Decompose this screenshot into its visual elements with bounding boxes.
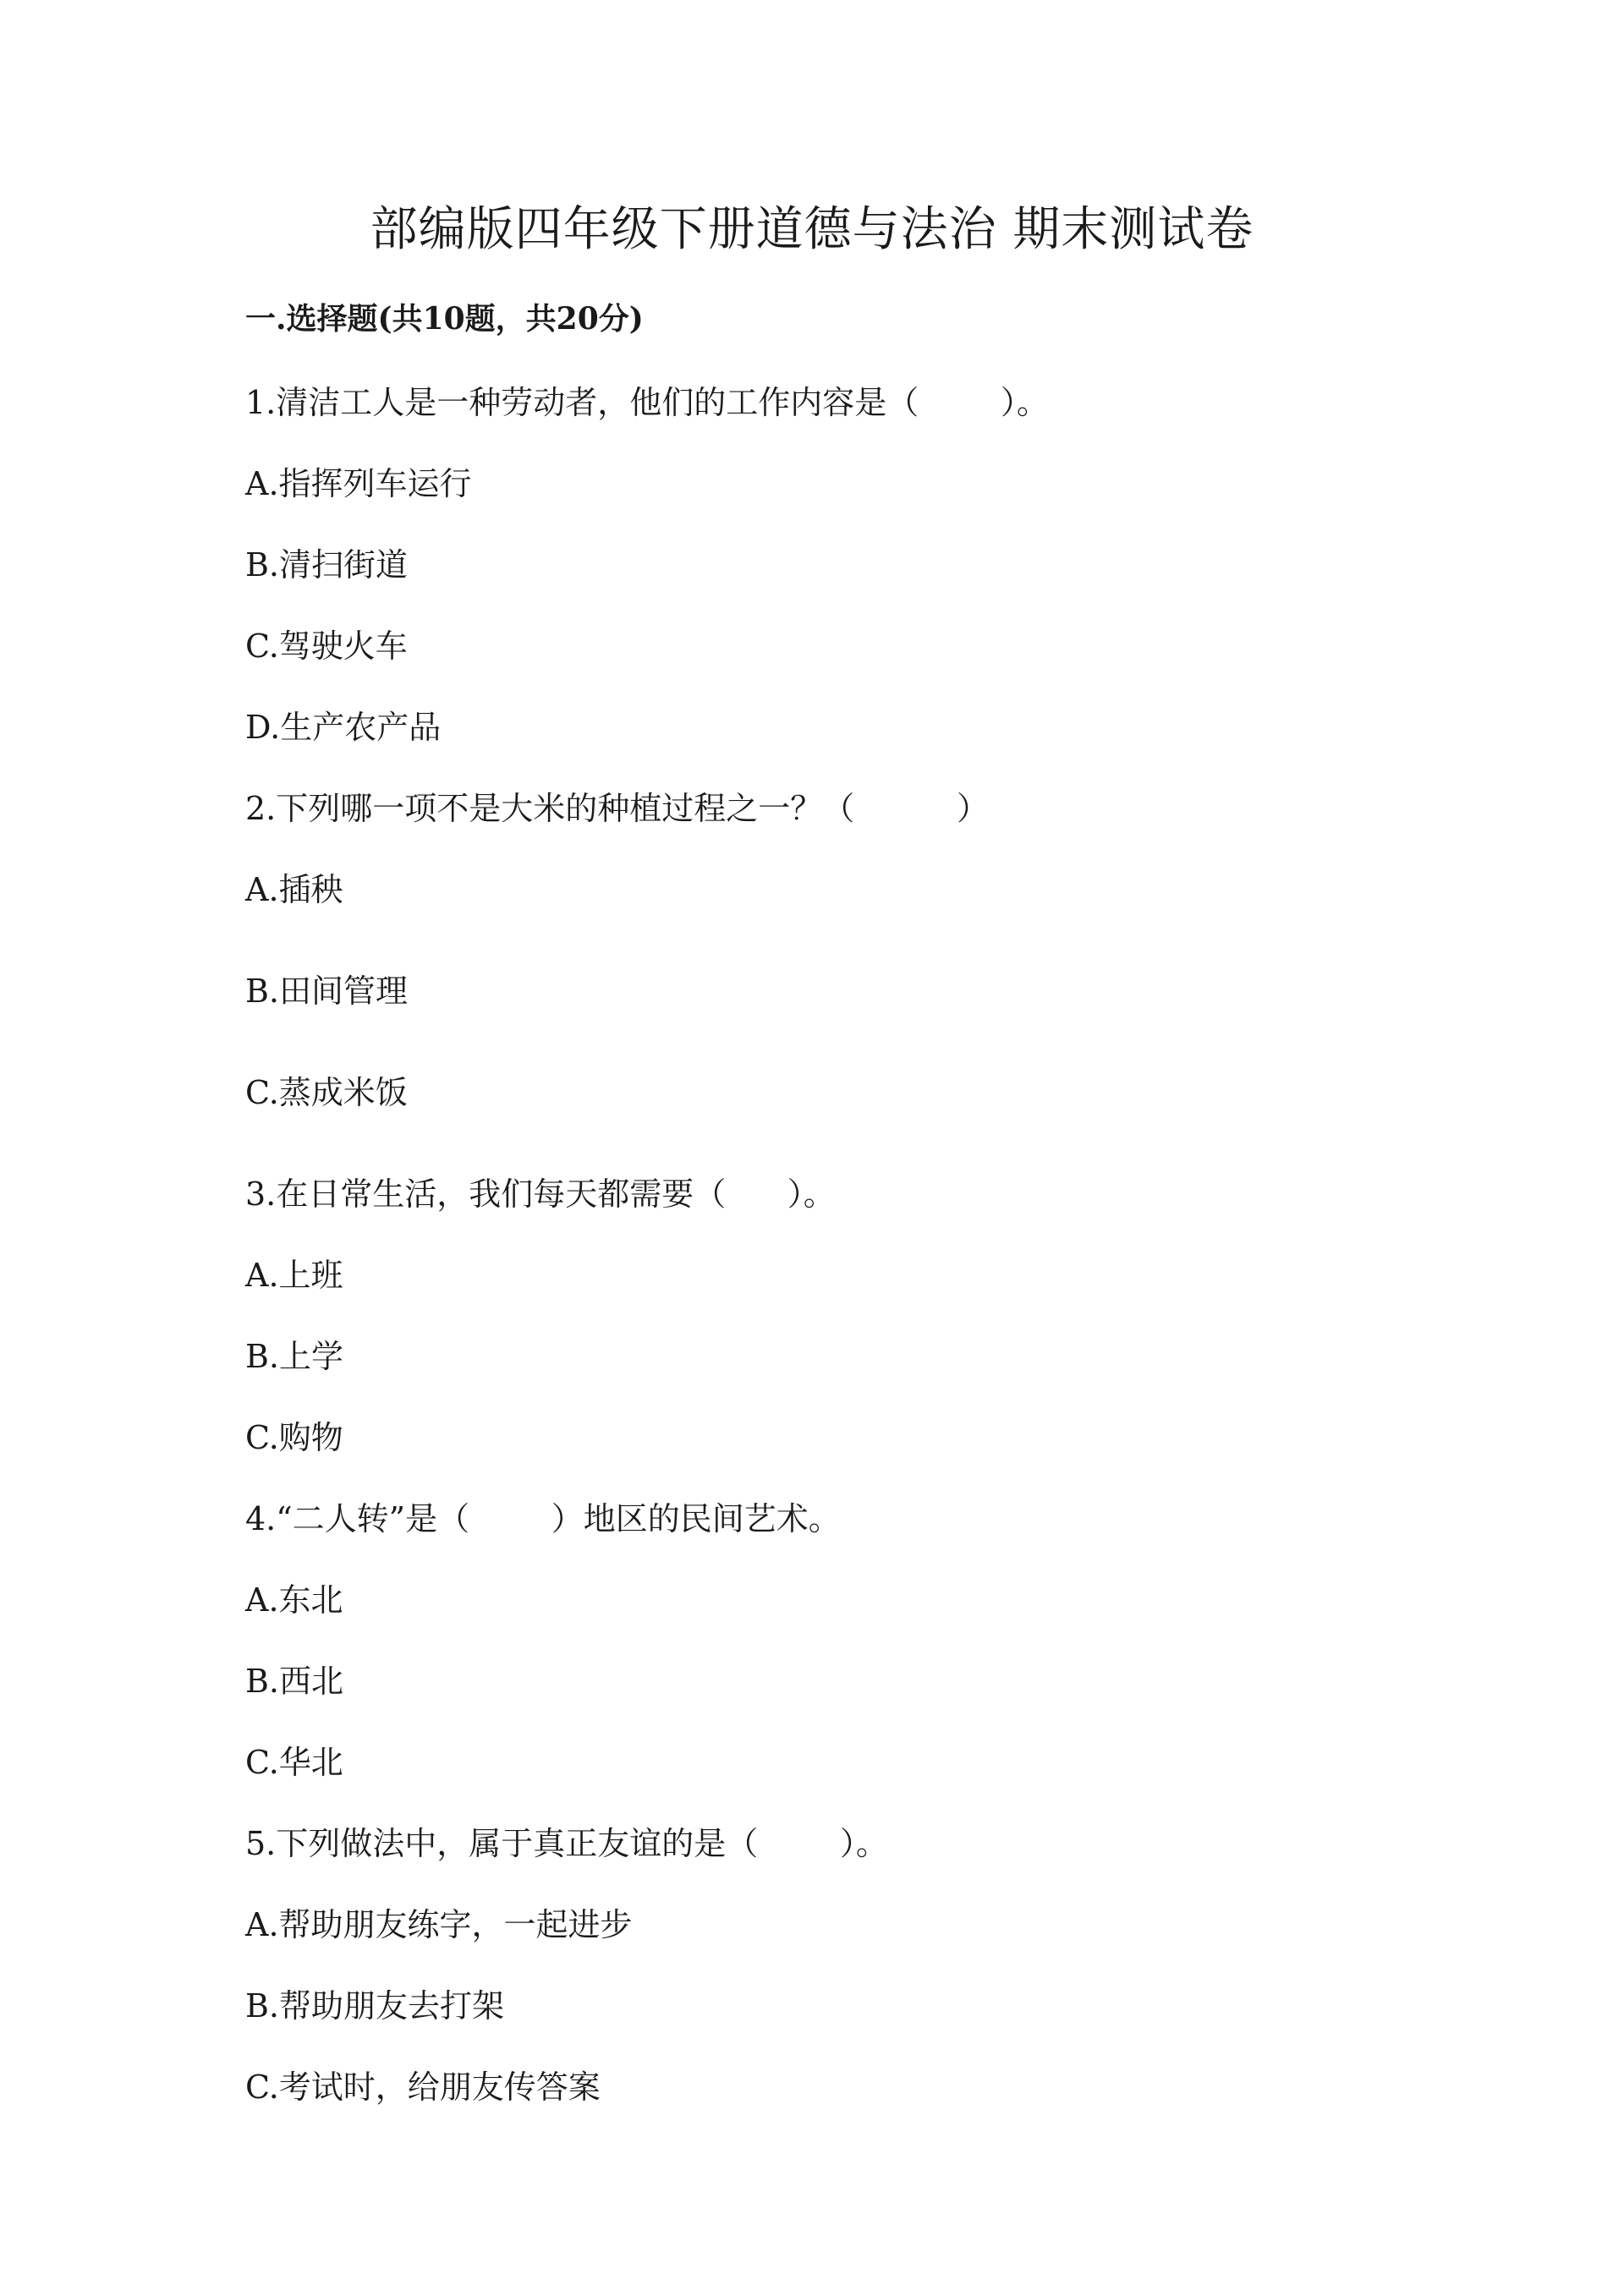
answer-option: C.购物 [245, 1419, 343, 1456]
answer-option: C.华北 [245, 1744, 343, 1781]
answer-option: C.蒸成米饭 [245, 1074, 408, 1111]
answer-option: C.驾驶火车 [245, 627, 408, 665]
question-stem: 3.在日常生活，我们每天都需要（ ）。 [245, 1175, 836, 1213]
answer-option: B.清扫街道 [245, 546, 409, 584]
answer-option: A.东北 [245, 1581, 343, 1619]
answer-option: C.考试时，给朋友传答案 [245, 2069, 601, 2106]
question-stem: 4.“二人转”是（ ）地区的民间艺术。 [245, 1500, 841, 1537]
answer-option: A.插秧 [245, 871, 343, 908]
answer-option: A.上班 [245, 1257, 343, 1294]
answer-option: B.西北 [245, 1663, 344, 1700]
question-stem: 1.清洁工人是一种劳动者，他们的工作内容是（ ）。 [245, 384, 1049, 421]
answer-option: A.帮助朋友练字，一起进步 [245, 1906, 633, 1943]
answer-option: B.帮助朋友去打架 [245, 1987, 505, 2025]
page-title: 部编版四年级下册道德与法治 期末测试卷 [370, 202, 1254, 257]
answer-option: A.指挥列车运行 [245, 465, 472, 502]
answer-option: B.田间管理 [245, 973, 409, 1010]
section-heading: 一.选择题(共10题，共20分) [245, 301, 644, 337]
question-stem: 2.下列哪一项不是大米的种植过程之一？（ ） [245, 790, 990, 827]
question-stem: 5.下列做法中，属于真正友谊的是（ ）。 [245, 1825, 888, 1862]
answer-option: D.生产农产品 [245, 709, 442, 746]
answer-option: B.上学 [245, 1338, 344, 1375]
